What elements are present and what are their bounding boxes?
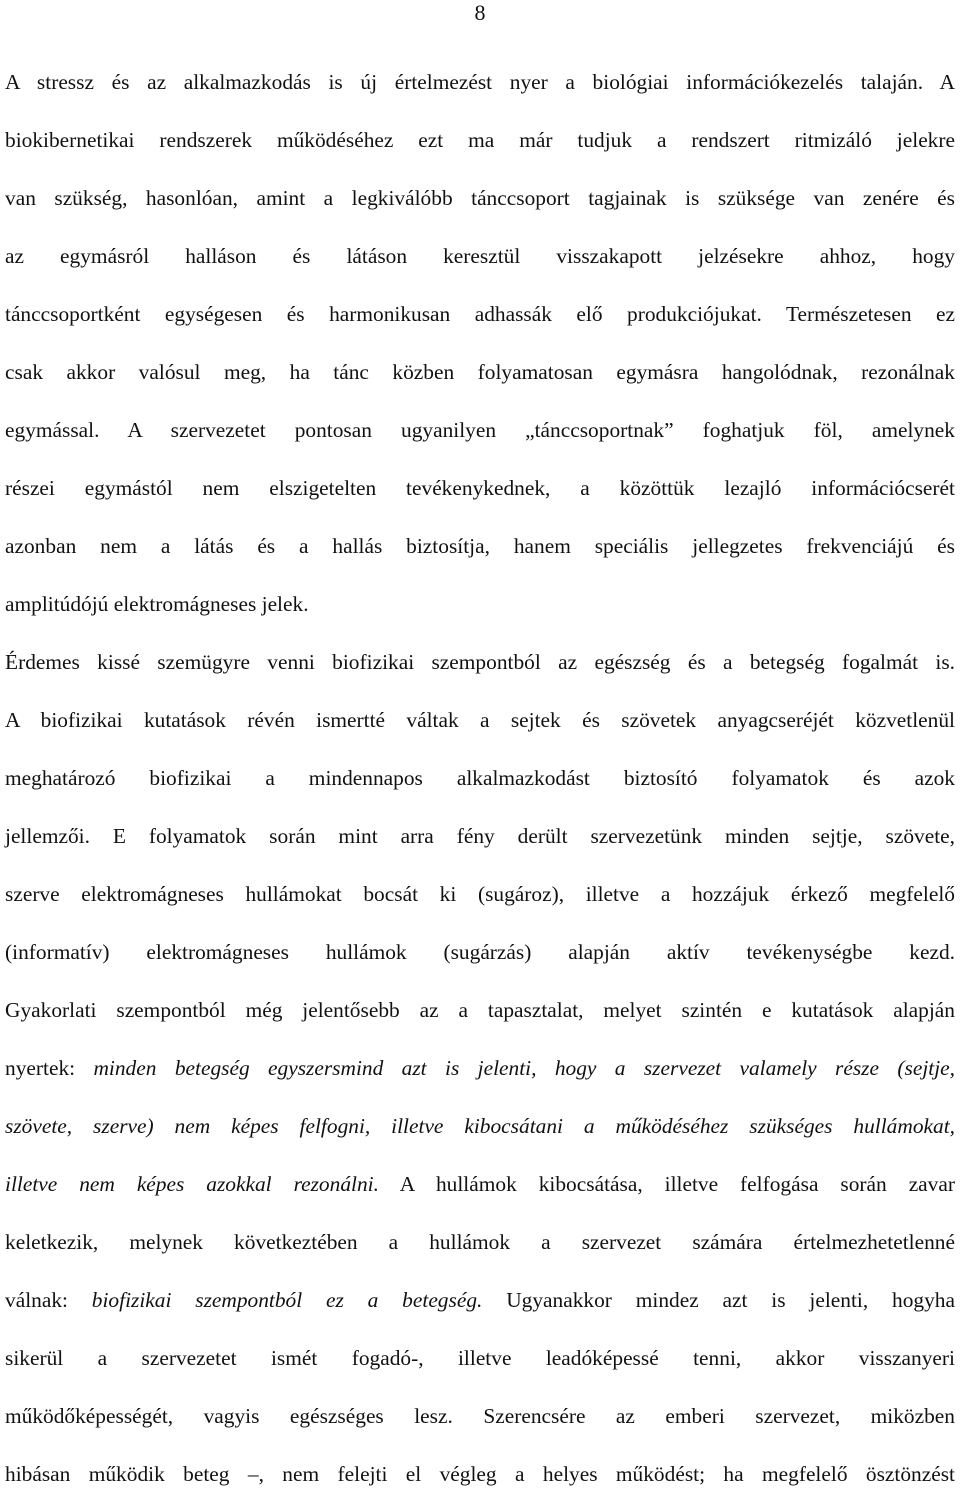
text-line [5,169,955,227]
text-run: (informatív) elektromágneses hullámok (sugárzás) alapján aktív tevékenységbe kezd. [5,940,955,964]
text-line [5,343,955,401]
text-run: Érdemes kissé szemügyre venni biofizikai szempontból az egészség és a betegség fogalmát is. [5,650,955,674]
text-line [5,111,955,169]
text-run: jellemzői. E folyamatok során mint arra fény derült szervezetünk minden sejtje, szövete, [5,824,955,848]
text-run: azonban nem a látás és a hallás biztosítja, hanem speciális jellegzetes frekvenciájú és [5,534,955,558]
text-run: van szükség, hasonlóan, amint a legkiválóbb tánccsoport tagjainak is szüksége van zenére és [5,186,955,210]
italic-text: minden betegség egyszersmind azt is jelenti, hogy a szervezet valamely része (sejtje, [93,1056,955,1080]
italic-text: szövete, szerve) nem képes felfogni, illetve kibocsátani a működéséhez szükséges hullámokat, [5,1114,955,1138]
text-run: sikerül a szervezetet ismét fogadó-, illetve leadóképessé tenni, akkor visszanyeri [5,1346,955,1370]
text-run: tánccsoportként egységesen és harmonikusan adhassák elő produkciójukat. Természetesen ez [5,302,955,326]
text-line [5,807,955,865]
text-run: amplitúdójú elektromágneses jelek. [5,592,309,616]
text-run: működőképességét, vagyis egészséges lesz. Szerencsére az emberi szervezet, miközben [5,1404,955,1428]
text-line [5,517,955,575]
text-line [5,53,955,111]
text-run: meghatározó biofizikai a mindennapos alkalmazkodást biztosító folyamatok és azok [5,766,955,790]
italic-text: biofizikai szempontból ez a betegség. [91,1288,483,1312]
text-run: csak akkor valósul meg, ha tánc közben folyamatosan egymásra hangolódnak, rezonálnak [5,360,955,384]
text-run: Ugyanakkor mindez azt is jelenti, hogyha [482,1288,955,1312]
body-text [5,53,955,1503]
text-run: A biofizikai kutatások révén ismertté váltak a sejtek és szövetek anyagcseréjét közvetlenül [5,708,955,732]
page-number: 8 [474,0,486,25]
text-run: A hullámok kibocsátása, illetve felfogása során zavar [378,1172,955,1196]
text-line [5,227,955,285]
text-line [5,1155,955,1213]
text-line [5,691,955,749]
text-line [5,1445,955,1503]
text-line [5,749,955,807]
text-run: részei egymástól nem elszigetelten tevékenykednek, a közöttük lezajló információcserét [5,476,955,500]
text-run: keletkezik, melynek következtében a hullámok a szervezet számára értelmezhetetlenné [5,1230,955,1254]
text-run: hibásan működik beteg –, nem felejti el végleg a helyes működést; ha megfelelő ösztönzést [5,1462,955,1486]
text-line [5,865,955,923]
text-run: biokibernetikai rendszerek működéséhez ezt ma már tudjuk a rendszert ritmizáló jelekre [5,128,955,152]
text-run: A stressz és az alkalmazkodás is új értelmezést nyer a biológiai információkezelés talaján. A [5,70,955,94]
text-line [5,401,955,459]
text-line [5,575,955,633]
text-line [5,923,955,981]
text-line [5,1387,955,1445]
text-line [5,1271,955,1329]
text-line [5,1039,955,1097]
text-run: válnak: [5,1288,92,1312]
text-line [5,459,955,517]
text-line [5,285,955,343]
text-run: az egymásról halláson és látáson keresztül visszakapott jelzésekre ahhoz, hogy [5,244,955,268]
text-line [5,1213,955,1271]
text-run: nyertek: [5,1056,94,1080]
text-line [5,1097,955,1155]
text-run: szerve elektromágneses hullámokat bocsát ki (sugároz), illetve a hozzájuk érkező megfelelő [5,882,955,906]
text-run: Gyakorlati szempontból még jelentősebb az a tapasztalat, melyet szintén e kutatások alapján [5,998,955,1022]
text-line [5,633,955,691]
italic-text: illetve nem képes azokkal rezonálni. [5,1172,379,1196]
text-run: egymással. A szervezetet pontosan ugyanilyen „tánccsoportnak” foghatjuk föl, amelynek [5,418,955,442]
text-line [5,1329,955,1387]
text-line [5,981,955,1039]
